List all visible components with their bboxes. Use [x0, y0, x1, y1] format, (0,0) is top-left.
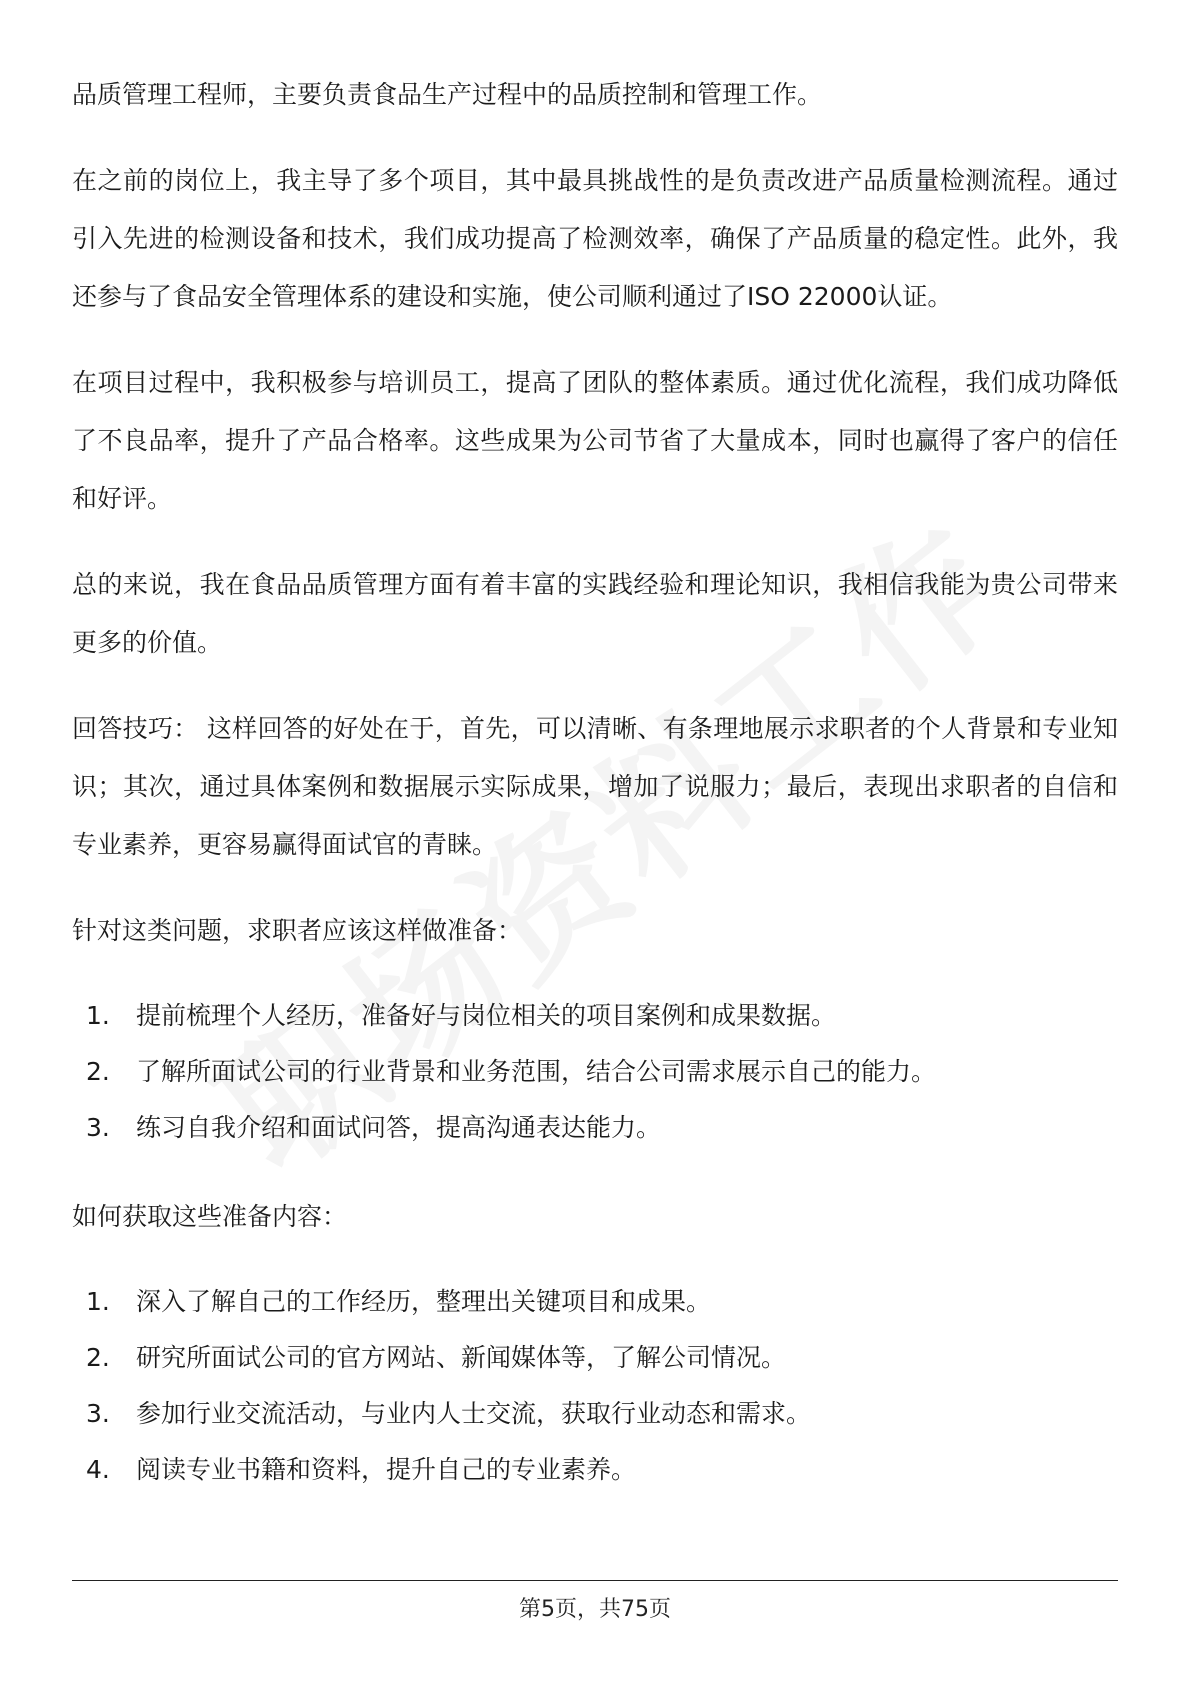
list-text: 练习自我介绍和面试问答，提高沟通表达能力。: [136, 1113, 662, 1142]
list-number: 4.: [86, 1455, 110, 1484]
page-content: [72, 66, 1118, 1530]
list-item: [72, 1442, 1118, 1498]
paragraph-tips: 回答技巧： 这样回答的好处在于，首先，可以清晰、有条理地展示求职者的个人背景和专业知识；其次，通过具体案例和数据展示实际成果，增加了说服力；最后，表现出求职者的自信和专业素养，更容易赢得面试官的青睐。: [72, 714, 1118, 859]
paragraph-training: 在项目过程中，我积极参与培训员工，提高了团队的整体素质。通过优化流程，我们成功降低了不良品率，提升了产品合格率。这些成果为公司节省了大量成本，同时也赢得了客户的信任和好评。: [72, 368, 1118, 513]
page-number: 第5页，共75页: [519, 1597, 671, 1622]
list-text: 提前梳理个人经历，准备好与岗位相关的项目案例和成果数据。: [136, 1001, 837, 1030]
paragraph-source-heading: 如何获取这些准备内容：: [72, 1202, 348, 1231]
list-text: 研究所面试公司的官方网站、新闻媒体等，了解公司情况。: [136, 1343, 787, 1372]
paragraph-intro: 品质管理工程师，主要负责食品生产过程中的品质控制和管理工作。: [72, 80, 823, 109]
list-text: 参加行业交流活动，与业内人士交流，获取行业动态和需求。: [136, 1399, 812, 1428]
source-list: [72, 1274, 1118, 1498]
list-item: [72, 1100, 1118, 1156]
list-number: 2.: [86, 1057, 110, 1086]
paragraph-projects: 在之前的岗位上，我主导了多个项目，其中最具挑战性的是负责改进产品质量检测流程。通过引入先进的检测设备和技术，我们成功提高了检测效率，确保了产品质量的稳定性。此外，我还参与了食品安全管理体系的建设和实施，使公司顺利通过了ISO 22000认证。: [72, 166, 1118, 311]
list-item: [72, 1044, 1118, 1100]
paragraph-summary: 总的来说，我在食品品质管理方面有着丰富的实践经验和理论知识，我相信我能为贵公司带来更多的价值。: [72, 570, 1118, 657]
prep-list: [72, 988, 1118, 1156]
list-item: [72, 1386, 1118, 1442]
list-item: [72, 988, 1118, 1044]
list-number: 3.: [86, 1113, 110, 1142]
footer-divider: [72, 1580, 1118, 1581]
list-number: 1.: [86, 1287, 110, 1316]
list-item: [72, 1330, 1118, 1386]
paragraph-prep-heading: 针对这类问题，求职者应该这样做准备：: [72, 916, 523, 945]
list-item: [72, 1274, 1118, 1330]
list-text: 阅读专业书籍和资料，提升自己的专业素养。: [136, 1455, 637, 1484]
list-number: 2.: [86, 1343, 110, 1372]
list-text: 了解所面试公司的行业背景和业务范围，结合公司需求展示自己的能力。: [136, 1057, 937, 1086]
list-number: 3.: [86, 1399, 110, 1428]
list-text: 深入了解自己的工作经历，整理出关键项目和成果。: [136, 1287, 712, 1316]
list-number: 1.: [86, 1001, 110, 1030]
